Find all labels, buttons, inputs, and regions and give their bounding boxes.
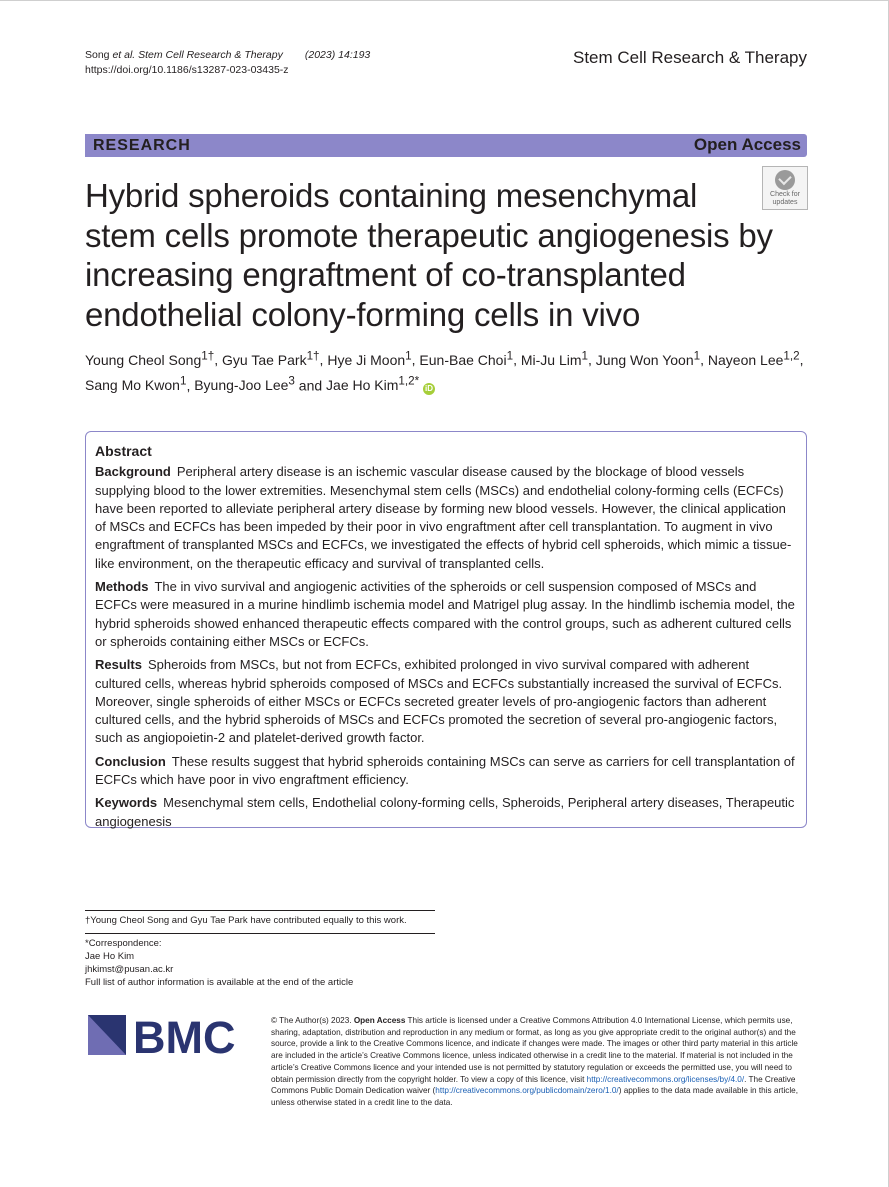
- abstract-results: Results Spheroids from MSCs, but not from ECFCs, exhibited prolonged in vivo survival compared with adherent cultured cells, whereas hybrid spheroids composed of MSCs and ECFCs substantially increased the survival of ECFCs. Moreover, single spheroids of either MSCs or ECFCs secreted greater levels of pro-angiogenic factors than adherent cultured cells, and the hybrid spheroids of MSCs and ECFCs promoted the secretion of several pro-angiogenic factors, such as angiopoietin-2 and platelet-derived growth factor.: [95, 657, 783, 746]
- check-for-updates-icon: [775, 170, 795, 190]
- author: Jung Won Yoon$^1$: [595, 349, 701, 368]
- author: Mi-Ju Lim$^1$: [520, 349, 588, 368]
- abstract-conclusion: Conclusion These results suggest that hybrid spheroids containing MSCs can serve as carriers for cell transplantation of ECFCs which have poor in vivo engraftment efficiency.: [95, 753, 795, 788]
- bmc-logo: [88, 1015, 250, 1057]
- footnotes: [85, 910, 435, 989]
- correspondence-label: *Correspondence:: [85, 938, 162, 949]
- correspondent-name: Jae Ho Kim: [85, 951, 135, 962]
- citation-year: (2023) 14:193: [304, 49, 371, 61]
- author: Hye Ji Moon$^1$: [327, 349, 412, 368]
- section-label: RESEARCH: [93, 137, 191, 154]
- cc-by-link[interactable]: http://creativecommons.org/licenses/by/4.0/: [586, 1074, 745, 1084]
- check-for-updates-button[interactable]: [762, 166, 808, 210]
- author-list: Young Cheol Song$^{1\dagger}$, Gyu Tae Park$^{1\dagger}$, Hye Ji Moon$^1$, Eun-Bae Choi$^1$, Mi-Ju Lim$^1$, Jung Won Yoon$^1$, Nayeon Lee$^{1,2}$, Sang Mo Kwon$^1$, Byung-Joo Lee$^3$ and Jae Ho Kim$^{1,2*}$ iD: [85, 349, 804, 394]
- license-statement: © The Author(s) 2023. Open Access This article is licensed under a Creative Commons Attribution 4.0 International License, which permits use, sharing, adaptation, distribution and reproduction in any medium or format, as long as you give appropriate credit to the original author(s) and the source, provide a link to the Creative Commons licence, and indicate if changes were made. The images or other third party material in this article are included in the article’s Creative Commons licence, unless indicated otherwise in a credit line to the material. If material is not included in the article’s Creative Commons licence and your intended use is not permitted by statutory regulation or exceeds the permitted use, you will need to obtain permission directly from the copyright holder. To view a copy of this licence, visit http://creativecommons.org/licenses/by/4.0/. The Creative Commons Public Domain Dedication waiver (http://creativecommons.org/publicdomain/zero/1.0/) applies to the data made available in this article, unless otherwise stated in a credit line to the data.: [271, 1016, 799, 1107]
- open-access-label: Open Access: [693, 135, 801, 154]
- author: Sang Mo Kwon$^1$: [85, 374, 187, 394]
- bmc-logo-text: BMC: [133, 1015, 236, 1057]
- journal-name: Stem Cell Research & Therapy: [572, 48, 807, 67]
- cc-zero-link[interactable]: http://creativecommons.org/publicdomain/zero/1.0/: [435, 1086, 619, 1096]
- author: Eun-Bae Choi$^1$: [419, 349, 514, 368]
- abstract-methods: Methods The in vivo survival and angiogenic activities of the spheroids or cell suspension composed of MSCs and ECFCs were measured in a murine hindlimb ischemia model and Matrigel plug assay. In the hindlimb ischemia model, the hybrid spheroids showed enhanced therapeutic effects compared with the control groups, such as adherent cultured cells or spheroids containing either MSCs or ECFCs.: [95, 579, 795, 649]
- correspondent-email[interactable]: jhkimst@pusan.ac.kr: [85, 964, 174, 975]
- citation-journal: Stem Cell Research & Therapy: [135, 49, 283, 61]
- article-title: Hybrid spheroids containing mesenchymal stem cells promote therapeutic angiogenesis by increasing engraftment of co-transplanted endothelial colony-forming cells in vivo: [85, 177, 773, 333]
- author-info-note: Full list of author information is available at the end of the article: [85, 977, 354, 988]
- footnote-divider: [85, 910, 435, 911]
- author: Gyu Tae Park$^{1\dagger}$: [222, 349, 320, 368]
- citation-author: Song: [85, 49, 113, 61]
- check-updates-label-2: updates: [772, 199, 798, 206]
- citation-header: [85, 48, 370, 78]
- orcid-icon[interactable]: iD: [425, 384, 434, 394]
- check-updates-label-1: Check for: [770, 191, 800, 198]
- abstract-heading: Abstract: [95, 443, 152, 459]
- abstract-background: Background Peripheral artery disease is an ischemic vascular disease caused by the blockage of blood vessels supplying blood to the lower extremities. Mesenchymal stem cells (MSCs) and endothelial colony-forming cells (ECFCs) have been reported to alleviate peripheral artery disease by forming new blood vessels. However, the clinical application of MSCs and ECFCs has been impeded by their poor in vivo engraftment after cell transplantation. To augment in vivo engraftment of transplanted MSCs and ECFCs, we investigated the effects of hybrid cell spheroids, which mimic a tissue-like environment, on the therapeutic efficacy and survival of transplanted cells.: [95, 464, 792, 571]
- equal-contribution-note: †Young Cheol Song and Gyu Tae Park have contributed equally to this work.: [85, 915, 407, 926]
- section-banner: [85, 134, 807, 157]
- footnote-divider: [85, 933, 435, 934]
- author: Nayeon Lee$^{1,2}$: [707, 349, 800, 368]
- citation-etal: et al.: [112, 49, 136, 61]
- author: Jae Ho Kim$^{1,2*}$: [326, 374, 420, 394]
- doi-link[interactable]: https://doi.org/10.1186/s13287-023-03435-z: [85, 64, 289, 76]
- author: Byung-Joo Lee$^3$: [194, 374, 295, 394]
- abstract-keywords: Keywords Mesenchymal stem cells, Endothelial colony-forming cells, Spheroids, Peripheral artery diseases, Therapeutic angiogenesis: [95, 795, 795, 829]
- author: Young Cheol Song$^{1\dagger}$: [85, 349, 215, 368]
- abstract-box: [85, 431, 807, 828]
